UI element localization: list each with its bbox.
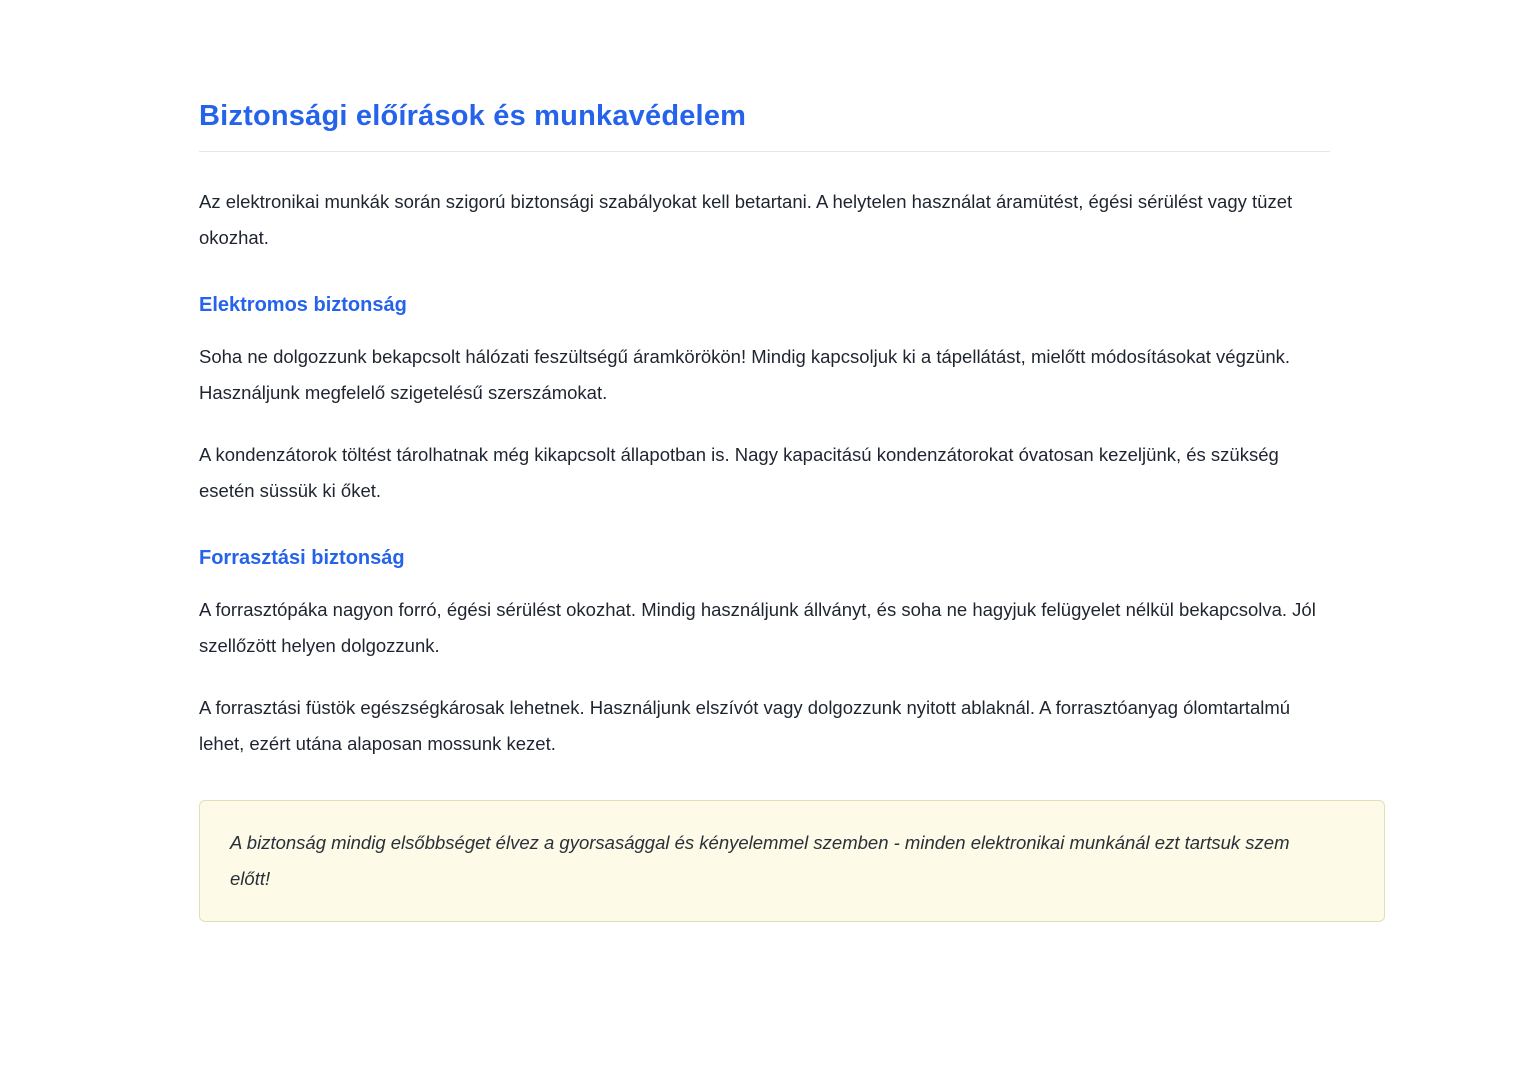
electrical-safety-paragraph-2: A kondenzátorok töltést tárolhatnak még kikapcsolt állapotban is. Nagy kapacitású kondenzátorokat óvatosan kezeljünk, és szükség esetén süssük ki őket. [199, 444, 1279, 501]
document-content [199, 100, 1385, 922]
soldering-safety-paragraph-2: A forrasztási füstök egészségkárosak lehetnek. Használjunk elszívót vagy dolgozzunk nyitott ablaknál. A forrasztóanyag ólomtartalmú lehet, ezért utána alaposan mossunk kezet. [199, 697, 1291, 754]
intro-paragraph: Az elektronikai munkák során szigorú biztonsági szabályokat kell betartani. A helytelen használat áramütést, égési sérülést vagy tüzet okozhat. [199, 191, 1293, 248]
electrical-safety-paragraph-1: Soha ne dolgozzunk bekapcsolt hálózati feszültségű áramkörökön! Mindig kapcsoljuk ki a tápellátást, mielőtt módosításokat végzünk. Használjunk megfelelő szigetelésű szerszámokat. [199, 346, 1291, 403]
section-heading-electrical-safety: Elektromos biztonság [199, 294, 407, 316]
page-title: Biztonsági előírások és munkavédelem [199, 100, 747, 132]
title-divider [199, 151, 1330, 152]
safety-callout-box [199, 800, 1385, 922]
section-heading-soldering-safety: Forrasztási biztonság [199, 547, 405, 569]
safety-callout-text: A biztonság mindig elsőbbséget élvez a gyorsasággal és kényelemmel szemben - minden elektronikai munkánál ezt tartsuk szem előtt! [230, 832, 1290, 889]
soldering-safety-paragraph-1: A forrasztópáka nagyon forró, égési sérülést okozhat. Mindig használjunk állványt, és soha ne hagyjuk felügyelet nélkül bekapcsolva. Jól szellőzött helyen dolgozzunk. [199, 599, 1316, 656]
